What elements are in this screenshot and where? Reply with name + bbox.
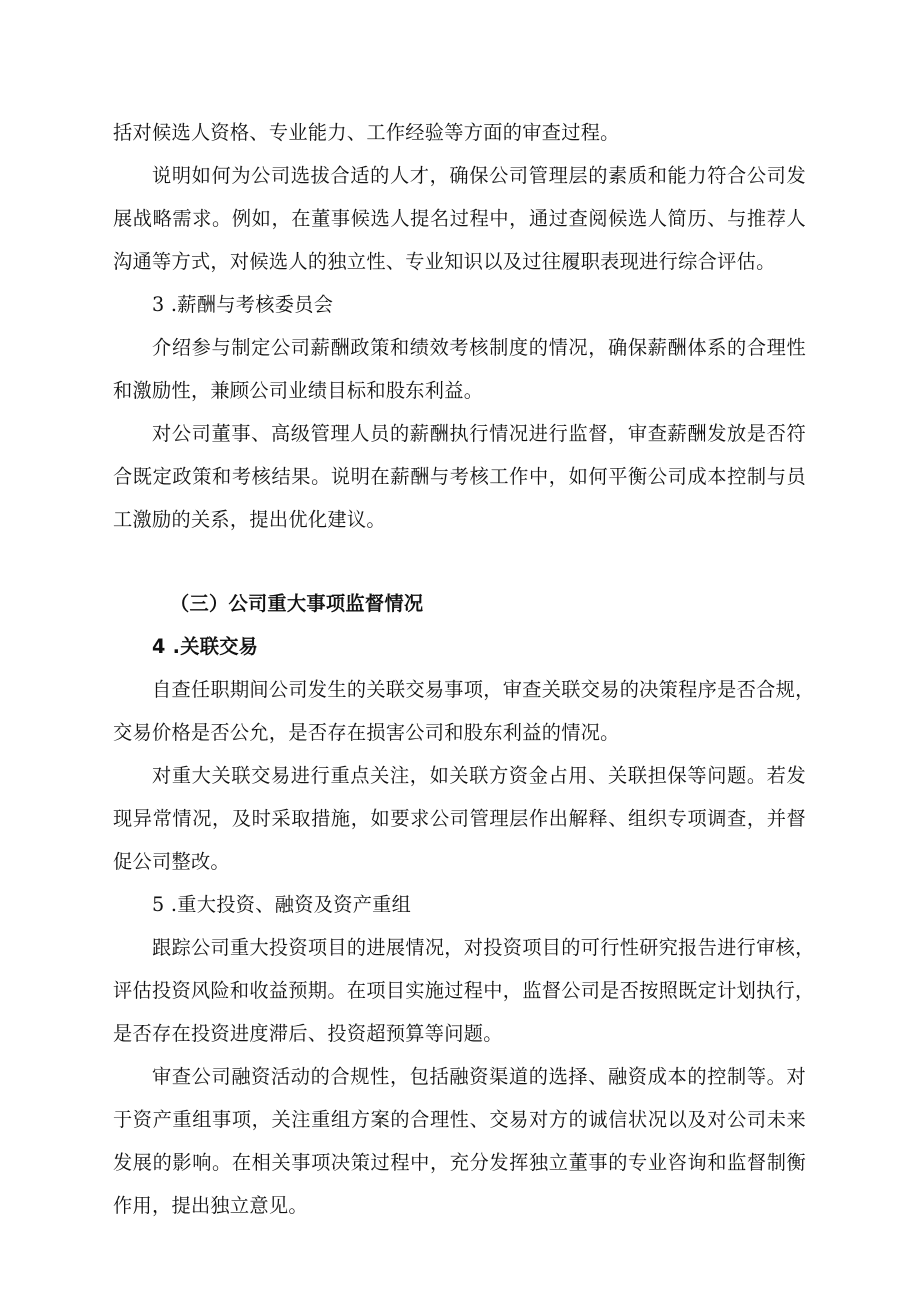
paragraph-line: 和激励性，兼顾公司业绩目标和股东利益。 — [113, 379, 484, 402]
paragraph-line: 作用，提出独立意见。 — [113, 1194, 308, 1217]
paragraph-line: 介绍参与制定公司薪酬政策和绩效考核制度的情况，确保薪酬体系的合理性 — [152, 336, 806, 359]
paragraph-line: 是否存在投资进度滞后、投资超预算等问题。 — [113, 1022, 503, 1045]
paragraph-line: 自查任职期间公司发生的关联交易事项，审查关联交易的决策程序是否合规， — [152, 678, 815, 701]
paragraph-line: 沟通等方式，对候选人的独立性、专业知识以及过往履职表现进行综合评估。 — [113, 250, 776, 273]
paragraph-line: 对重大关联交易进行重点关注，如关联方资金占用、关联担保等问题。若发 — [152, 764, 806, 787]
paragraph-line: 工激励的关系，提出优化建议。 — [113, 508, 386, 531]
paragraph-line: 审查公司融资活动的合规性，包括融资渠道的选择、融资成本的控制等。对 — [152, 1065, 806, 1088]
paragraph-line: 跟踪公司重大投资项目的进展情况，对投资项目的可行性研究报告进行审核， — [152, 936, 815, 959]
paragraph-line: 合既定政策和考核结果。说明在薪酬与考核工作中，如何平衡公司成本控制与员 — [113, 465, 806, 488]
chapter-heading: （三）公司重大事项监督情况 — [170, 592, 424, 615]
paragraph-line: 于资产重组事项，关注重组方案的合理性、交易对方的诚信状况以及对公司未来 — [113, 1108, 806, 1131]
paragraph-line: 对公司董事、高级管理人员的薪酬执行情况进行监督，审查薪酬发放是否符 — [152, 422, 806, 445]
section-heading: 3 .薪酬与考核委员会 — [152, 293, 334, 316]
paragraph-line: 括对候选人资格、专业能力、工作经验等方面的审查过程。 — [113, 121, 620, 144]
paragraph-line: 现异常情况，及时采取措施，如要求公司管理层作出解释、组织专项调查，并督 — [113, 807, 806, 830]
paragraph-line: 促公司整改。 — [113, 850, 230, 873]
section-heading: 4 .关联交易 — [152, 635, 259, 658]
paragraph-line: 交易价格是否公允，是否存在损害公司和股东利益的情况。 — [113, 721, 620, 744]
paragraph-line: 说明如何为公司选拔合适的人才，确保公司管理层的素质和能力符合公司发 — [152, 164, 806, 187]
paragraph-line: 评估投资风险和收益预期。在项目实施过程中，监督公司是否按照既定计划执行， — [113, 979, 815, 1002]
paragraph-line: 发展的影响。在相关事项决策过程中，充分发挥独立董事的专业咨询和监督制衡 — [113, 1151, 806, 1174]
paragraph-line: 展战略需求。例如，在董事候选人提名过程中，通过查阅候选人简历、与推荐人 — [113, 207, 806, 230]
section-heading: 5 .重大投资、融资及资产重组 — [152, 893, 412, 916]
